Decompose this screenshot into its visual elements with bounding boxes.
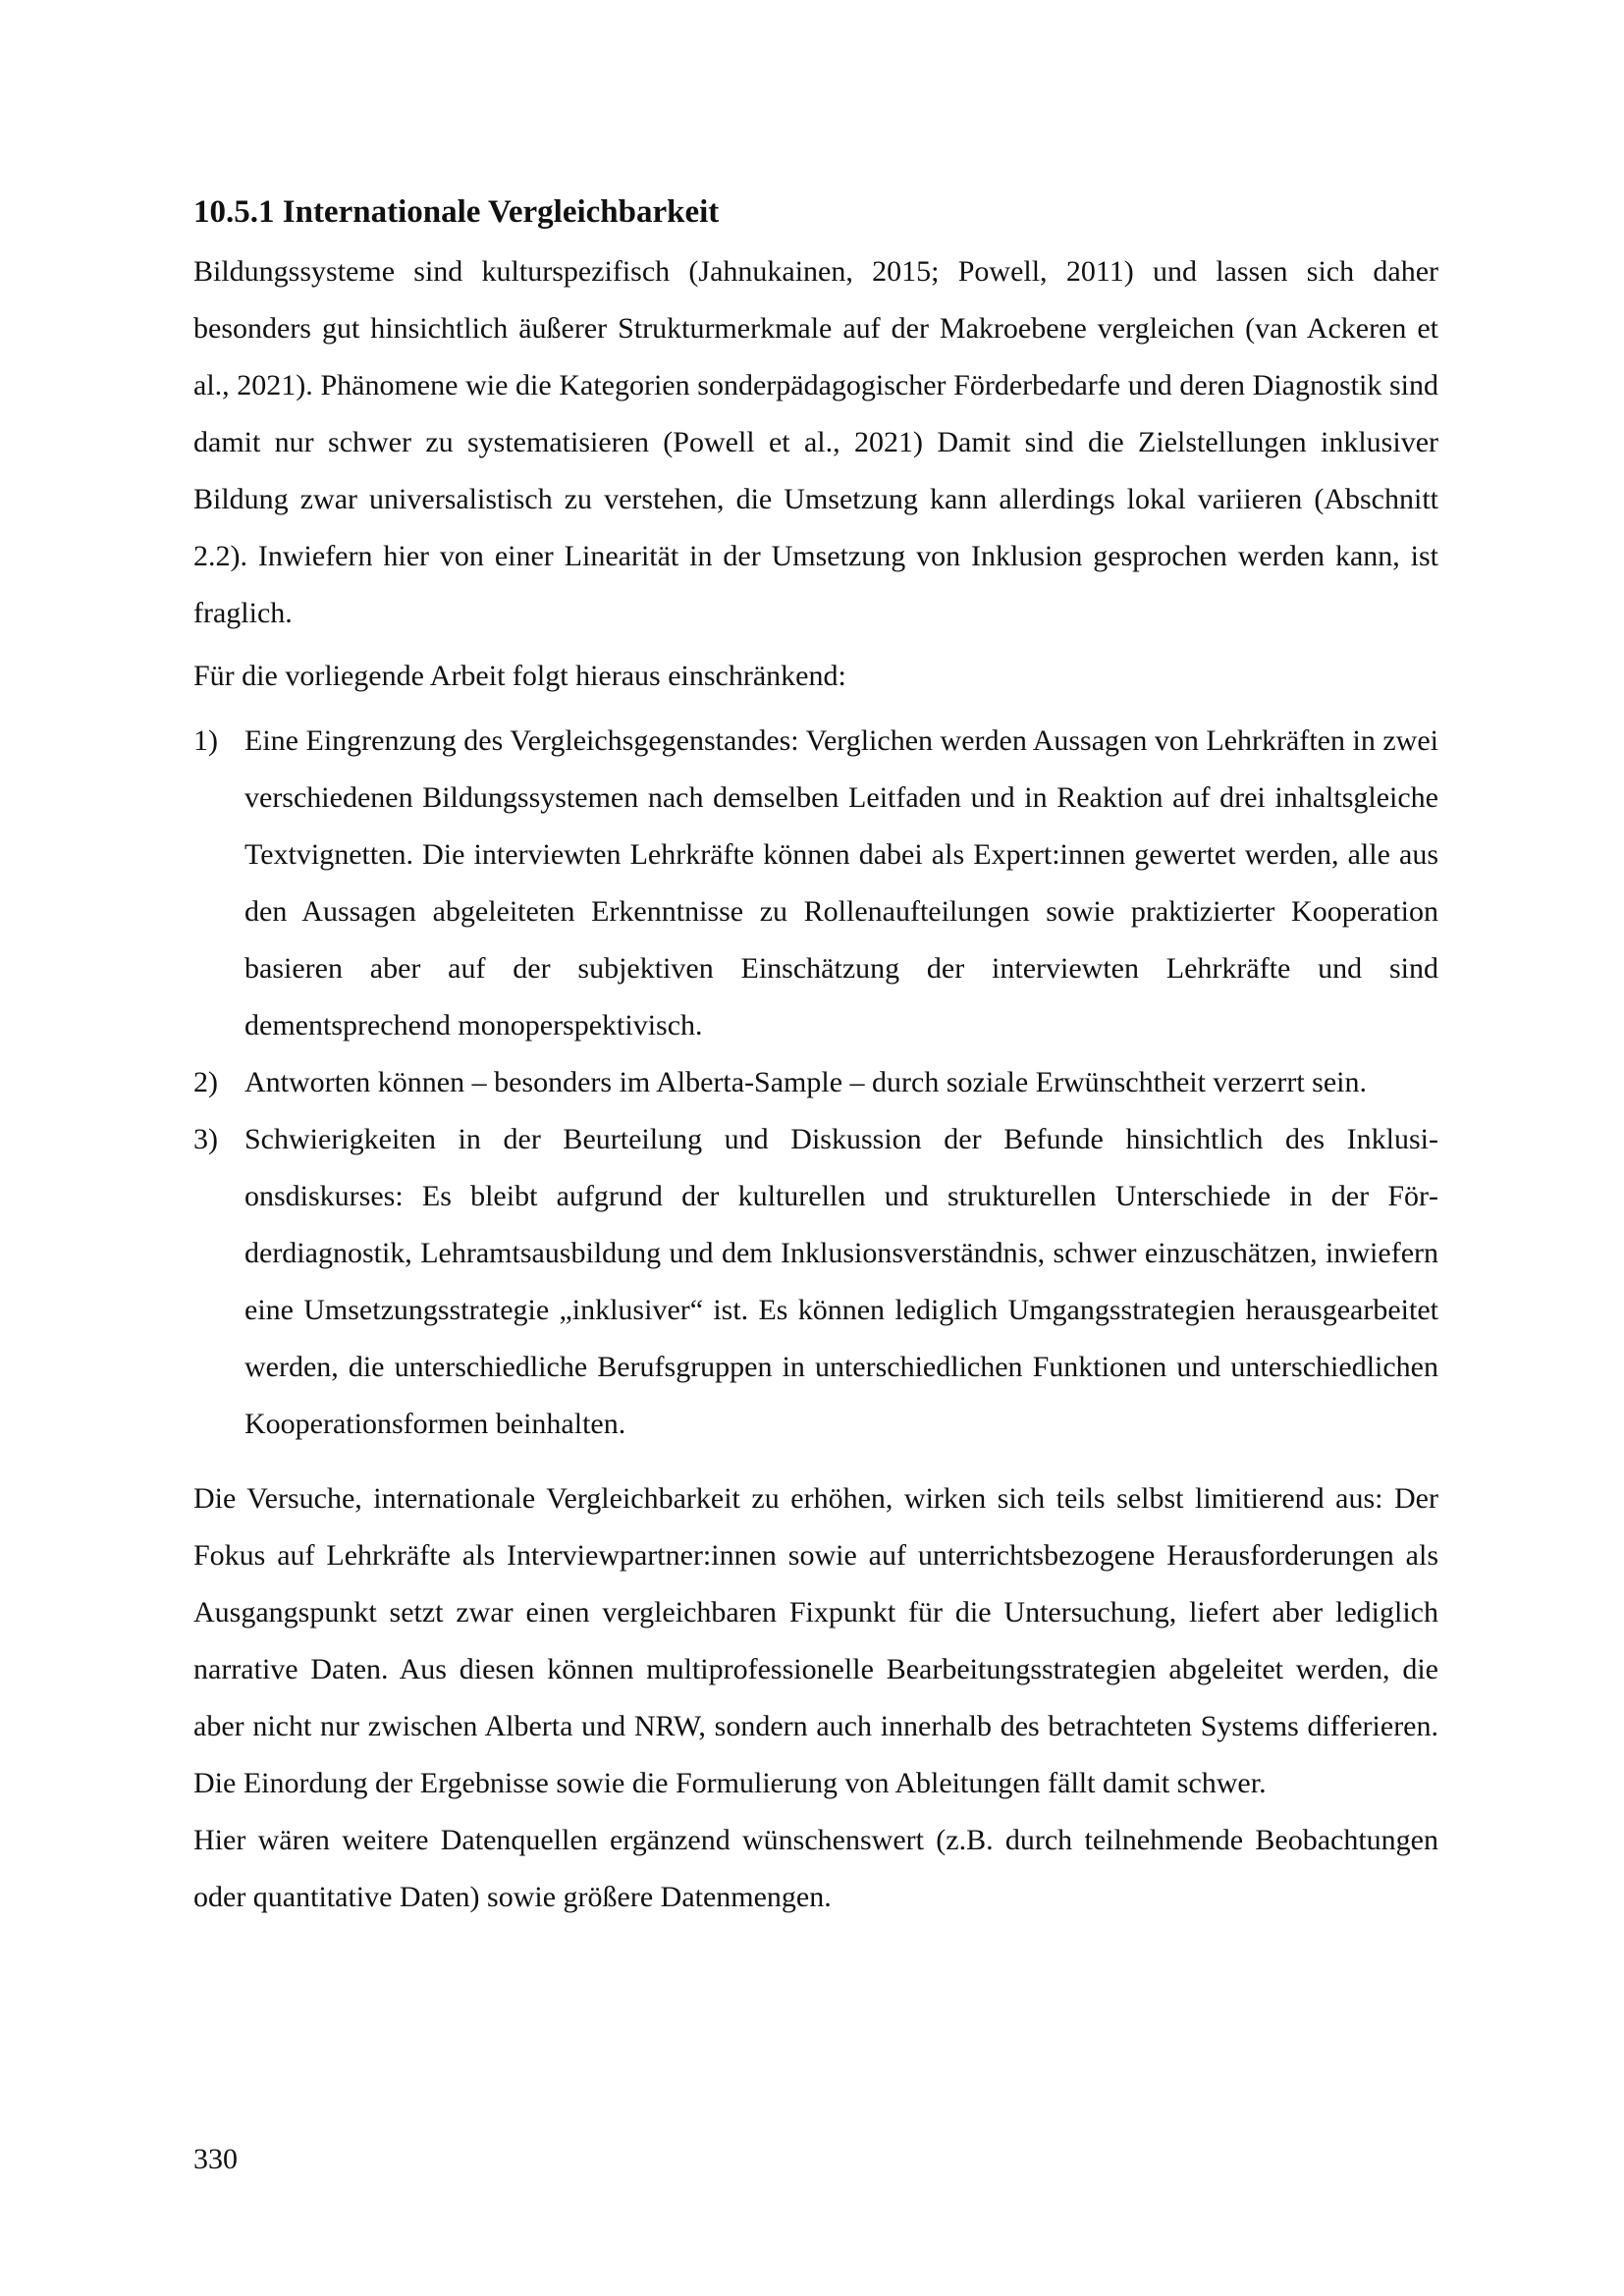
list-item-text: Schwierigkeiten in der Beurteilung und Diskussion der Befunde hinsichtlich des Inklusionsdiskurses: Es bleibt aufgrund der kulturellen und strukturellen Unterschiede in der Förderdiagnostik, Lehramtsausbildung und dem Inklusionsverständnis, schwer einzuschätzen, inwiefern eine Umsetzungsstrategie „inklusiver“ ist. Es können lediglich Umgangsstrategien herausgearbeitet werden, die unterschiedliche Berufsgruppen in unterschiedlichen Funktionen und unterschiedlichen Kooperationsformen beinhalten.	[244, 1123, 1438, 1440]
page-body	[193, 192, 1438, 1926]
list-item-number: 3)	[193, 1123, 218, 1155]
list-item	[193, 1111, 1438, 1453]
list-item	[193, 1054, 1438, 1111]
section-heading: 10.5.1 Internationale Vergleichbarkeit	[193, 194, 720, 230]
limitations-list	[193, 713, 1438, 1453]
paragraph-consequence: Für die vorliegende Arbeit folgt hieraus einschränkend:	[193, 660, 846, 692]
list-item-number: 1)	[193, 724, 218, 757]
paragraph-outlook: Hier wären weitere Datenquellen ergänzend wünschenswert (z.B. durch teilnehmende Beobachtungen oder quantitative Daten) sowie größere Datenmengen.	[193, 1824, 1438, 1913]
list-item-number: 2)	[193, 1066, 218, 1098]
list-item-text: Antworten können – besonders im Alberta-Sample – durch soziale Erwünschtheit verzerrt sein.	[244, 1066, 1368, 1098]
list-item	[193, 713, 1438, 1054]
list-item-text: Eine Eingrenzung des Vergleichsgegenstandes: Verglichen werden Aussagen von Lehrkräften in zwei verschiedenen Bildungssystemen nach demselben Leitfaden und in Reaktion auf drei inhaltsgleiche Textvignetten. Die interviewten Lehrkräfte können dabei als Expert:innen gewertet werden, alle aus den Aussagen abgeleiteten Erkenntnisse zu Rollenaufteilungen sowie praktizierter Kooperation basieren aber auf der subjektiven Einschätzung der interviewten Lehrkräfte und sind dementsprechend monoperspektivisch.	[244, 724, 1438, 1041]
paragraph-comparability: Die Versuche, internationale Vergleichbarkeit zu erhöhen, wirken sich teils selbst limitierend aus: Der Fokus auf Lehrkräfte als Interviewpartner:innen sowie auf unterrichtsbezogene Herausforderungen als Ausgangspunkt setzt zwar einen vergleichbaren Fixpunkt für die Untersuchung, liefert aber lediglich narrative Daten. Aus diesen können multiprofessionelle Bearbeitungsstrategien abgeleitet werden, die aber nicht nur zwischen Alberta und NRW, sondern auch innerhalb des betrachteten Systems differieren. Die Einordung der Ergebnisse sowie die Formulierung von Ableitungen fällt damit schwer.	[193, 1482, 1438, 1799]
paragraph-intro: Bildungssysteme sind kulturspezifisch (Jahnukainen, 2015; Powell, 2011) und lassen sich daher besonders gut hinsichtlich äußerer Strukturmerkmale auf der Makroebene vergleichen (van Ackeren et al., 2021). Phänomene wie die Kategorien sonderpädagogischer Förderbedarfe und deren Diagnostik sind damit nur schwer zu systematisieren (Powell et al., 2021) Damit sind die Zielstellungen inklusiver Bildung zwar universalistisch zu verstehen, die Umsetzung kann allerdings lokal variieren (Abschnitt 2.2). Inwiefern hier von einer Linearität in der Umsetzung von Inklusion gesprochen werden kann, ist fraglich.	[193, 255, 1438, 629]
page-number: 330	[193, 2143, 238, 2175]
